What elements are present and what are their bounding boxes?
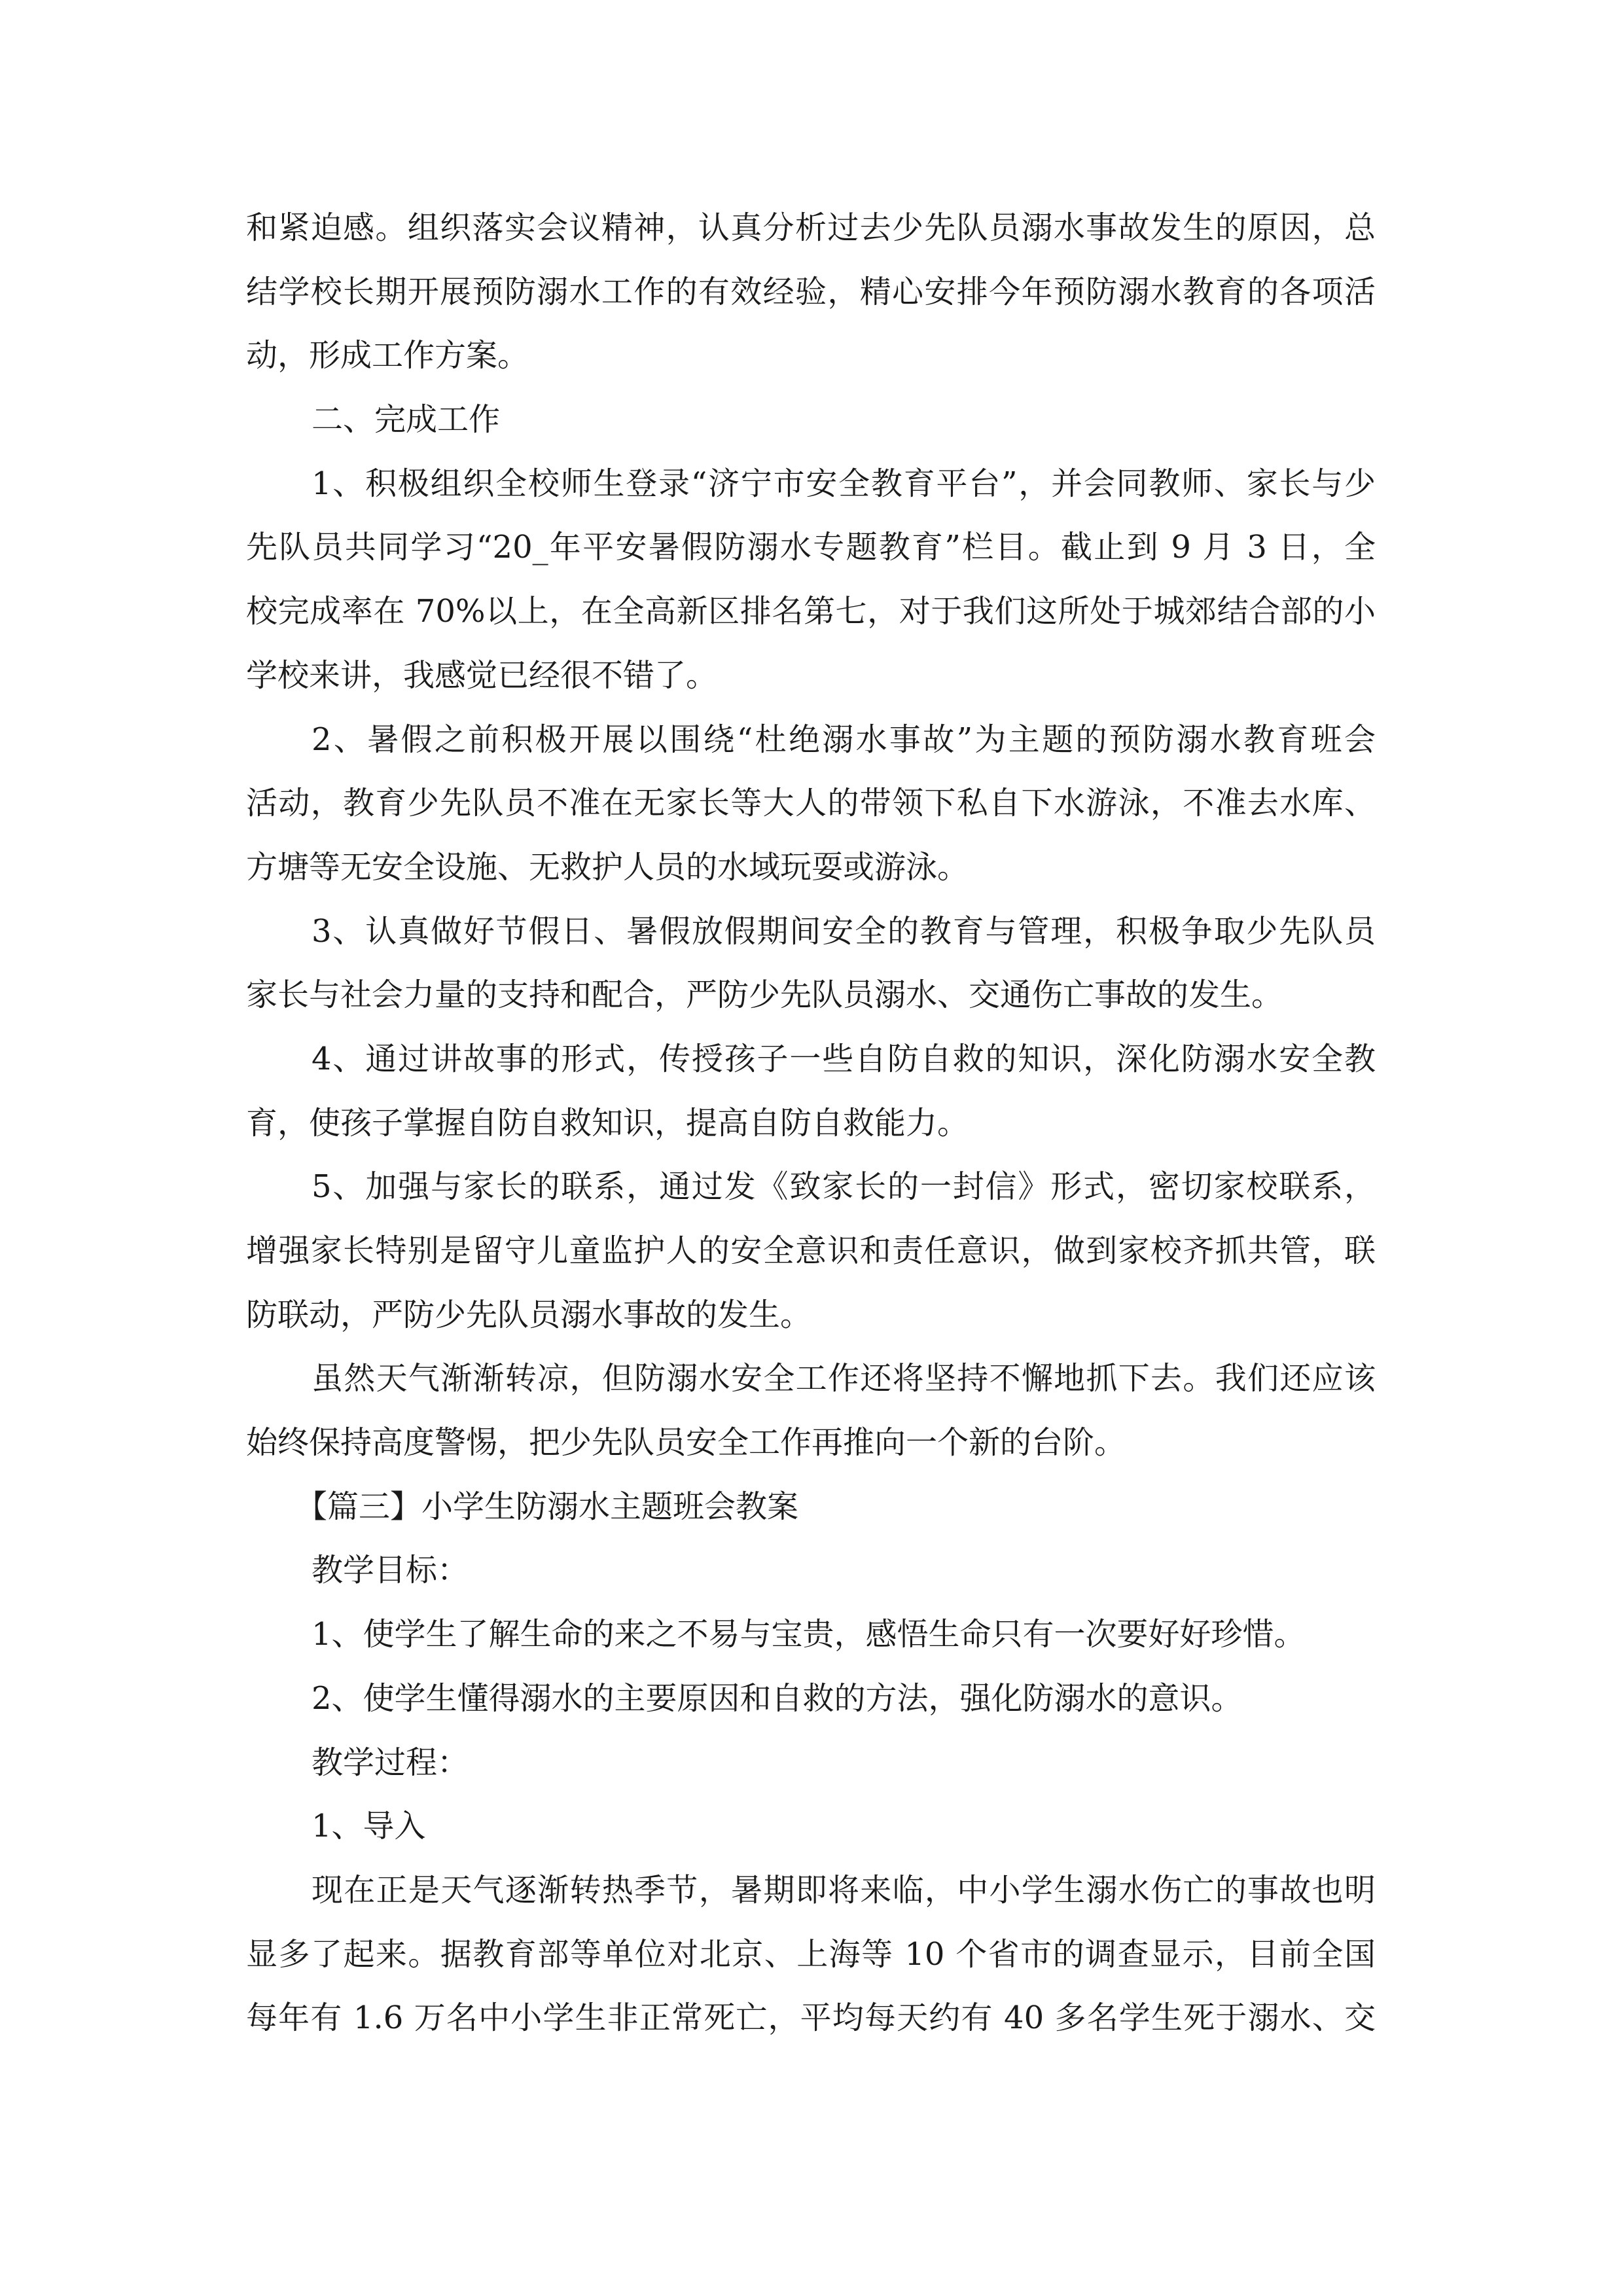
- text-line: 结学校长期开展预防溺水工作的有效经验，精心安排今年预防溺水教育的各项活: [246, 273, 1376, 310]
- text-line: 1、使学生了解生命的来之不易与宝贵，感悟生命只有一次要好好珍惜。: [312, 1616, 1306, 1653]
- text-line: 增强家长特别是留守儿童监护人的安全意识和责任意识，做到家校齐抓共管，联: [246, 1232, 1376, 1269]
- text-line: 方塘等无安全设施、无救护人员的水域玩耍或游泳。: [246, 848, 969, 886]
- text-line: 始终保持高度警惕，把少先队员安全工作再推向一个新的台阶。: [246, 1424, 1126, 1462]
- text-line: 活动，教育少先队员不准在无家长等大人的带领下私自下水游泳，不准去水库、: [246, 785, 1376, 822]
- section-heading: 二、完成工作: [312, 401, 501, 439]
- text-line: 2、使学生懂得溺水的主要原因和自救的方法，强化防溺水的意识。: [312, 1679, 1243, 1717]
- text-line: 动，形成工作方案。: [246, 337, 529, 374]
- text-line: 3、认真做好节假日、暑假放假期间安全的教育与管理，积极争取少先队员: [312, 912, 1376, 950]
- subheading: 1、导入: [312, 1808, 426, 1845]
- text-line: 现在正是天气逐渐转热季节，暑期即将来临，中小学生溺水伤亡的事故也明: [312, 1871, 1376, 1909]
- text-line: 学校来讲，我感觉已经很不错了。: [246, 656, 718, 694]
- text-line: 和紧迫感。组织落实会议精神，认真分析过去少先队员溺水事故发生的原因，总: [246, 209, 1376, 246]
- text-line: 虽然天气渐渐转凉，但防溺水安全工作还将坚持不懈地抓下去。我们还应该: [312, 1360, 1376, 1397]
- text-line: 育，使孩子掌握自防自救知识，提高自防自救能力。: [246, 1104, 969, 1141]
- text-line: 每年有 1.6 万名中小学生非正常死亡，平均每天约有 40 多名学生死于溺水、交: [246, 2000, 1376, 2037]
- section-title: 【篇三】小学生防溺水主题班会教案: [296, 1488, 799, 1525]
- text-line: 1、积极组织全校师生登录“济宁市安全教育平台”，并会同教师、家长与少: [312, 465, 1376, 502]
- text-line: 5、加强与家长的联系，通过发《致家长的一封信》形式，密切家校联系，: [312, 1168, 1376, 1206]
- text-line: 4、通过讲故事的形式，传授孩子一些自防自救的知识，深化防溺水安全教: [312, 1040, 1376, 1077]
- text-line: 2、暑假之前积极开展以围绕“杜绝溺水事故”为主题的预防溺水教育班会: [312, 721, 1376, 758]
- document-page: [246, 196, 1376, 2051]
- subheading: 教学目标：: [312, 1552, 469, 1589]
- text-line: 先队员共同学习“20_年平安暑假防溺水专题教育”栏目。截止到 9 月 3 日，全: [246, 529, 1376, 566]
- text-line: 显多了起来。据教育部等单位对北京、上海等 10 个省市的调查显示，目前全国: [246, 1935, 1376, 1973]
- text-line: 家长与社会力量的支持和配合，严防少先队员溺水、交通伤亡事故的发生。: [246, 977, 1283, 1014]
- subheading: 教学过程：: [312, 1744, 469, 1781]
- text-line: 防联动，严防少先队员溺水事故的发生。: [246, 1296, 812, 1333]
- text-line: 校完成率在 70%以上，在全高新区排名第七，对于我们这所处于城郊结合部的小: [246, 593, 1376, 630]
